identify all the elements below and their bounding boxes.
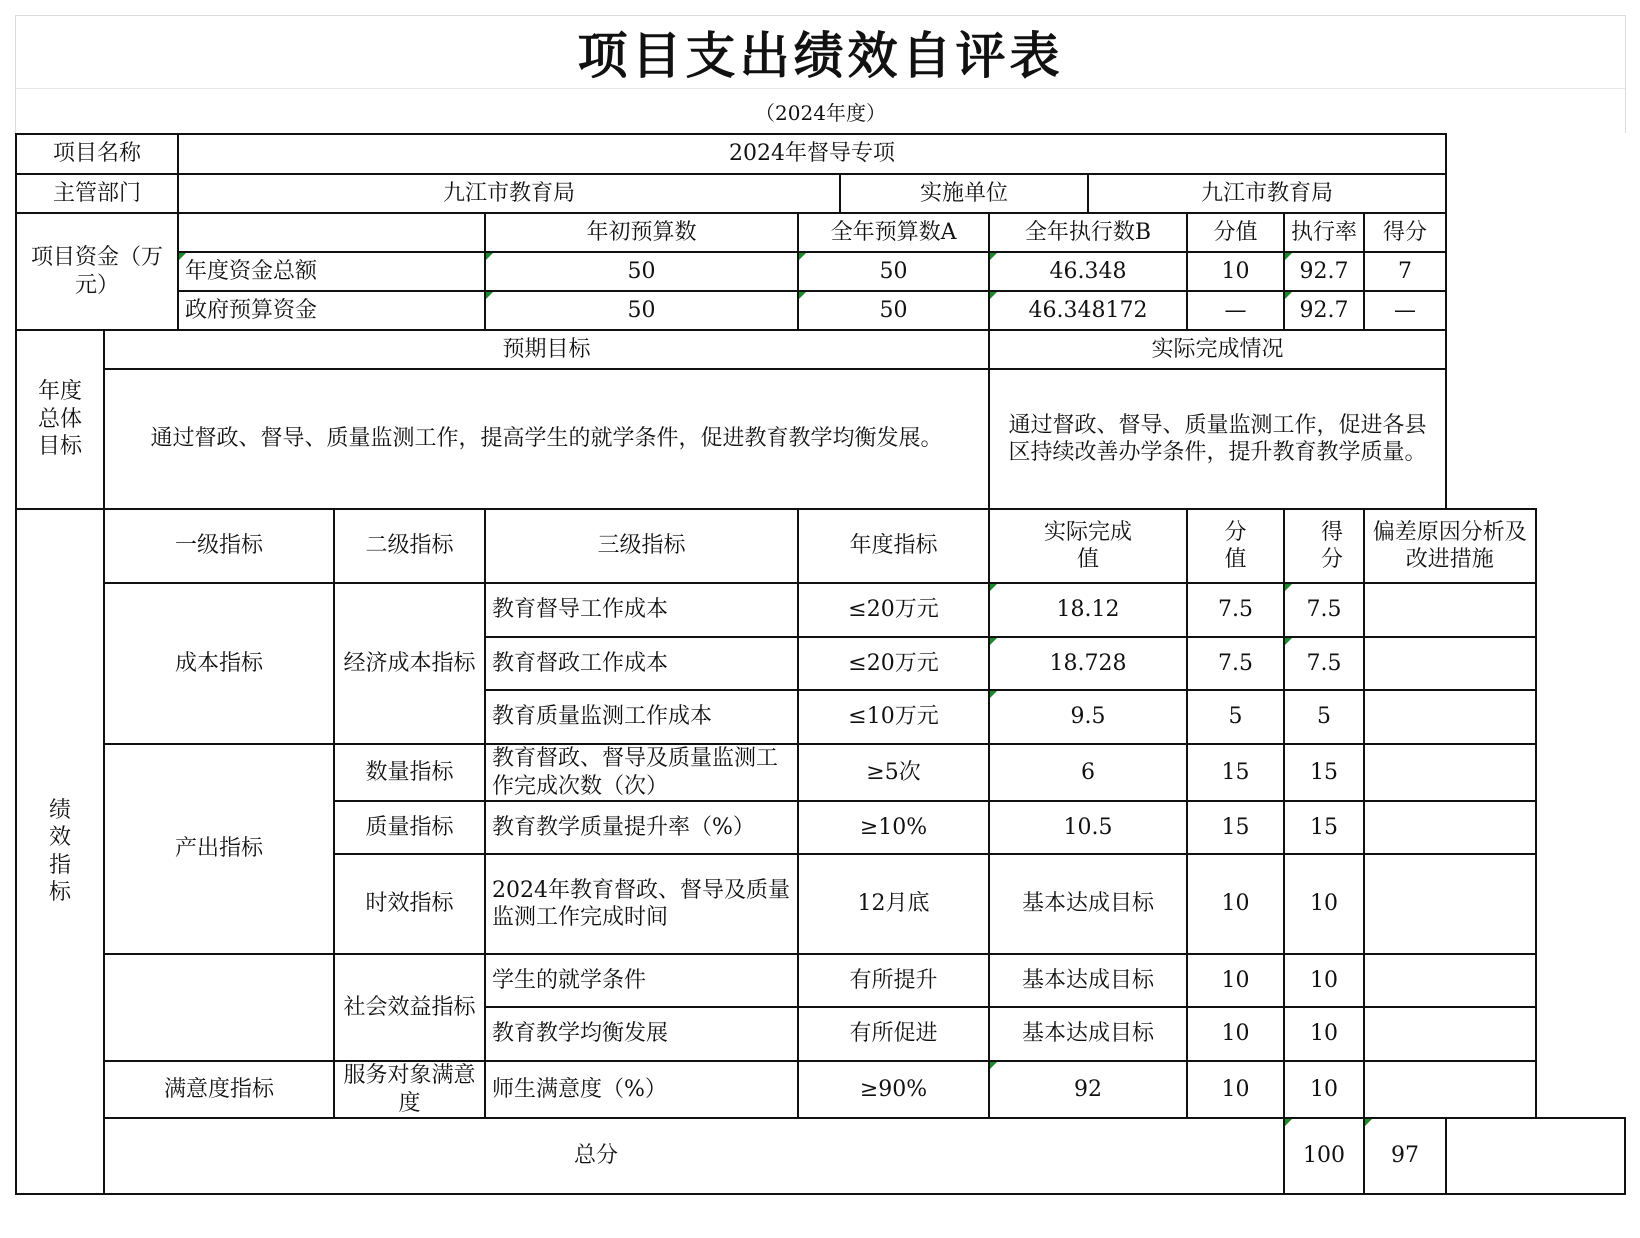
implementer-label: 实施单位 <box>840 174 1088 213</box>
indicator-score-value[interactable]: 7.5 <box>1187 637 1284 690</box>
indicator-deviation[interactable] <box>1364 954 1535 1007</box>
indicator-deviation[interactable] <box>1364 1007 1535 1061</box>
indicator-name: 教育督政、督导及质量监测工作完成次数（次） <box>485 744 798 801</box>
indicator-row <box>16 583 1625 637</box>
funds-gov-executed[interactable]: 46.348172 <box>989 291 1187 330</box>
funds-gov-full[interactable]: 50 <box>798 291 989 330</box>
actual-goal-text[interactable]: 通过督政、督导、质量监测工作，促进各县区持续改善办学条件，提升教育教学质量。 <box>989 369 1446 509</box>
funds-gov-label: 政府预算资金 <box>178 291 485 330</box>
funds-total-full[interactable]: 50 <box>798 252 989 291</box>
indicator-annual: ≤20万元 <box>798 583 989 637</box>
full-budget-header: 全年预算数A <box>798 213 989 252</box>
funds-total-exec-rate[interactable]: 92.7 <box>1284 252 1364 291</box>
funds-gov-row <box>16 291 1625 330</box>
indicator-deviation[interactable] <box>1364 690 1535 744</box>
indicator-score[interactable]: 10 <box>1284 854 1364 954</box>
indicator-annual: 12月底 <box>798 854 989 954</box>
indicator-annual: 有所促进 <box>798 1007 989 1061</box>
indicator-row <box>16 1061 1625 1118</box>
project-name-label: 项目名称 <box>16 134 178 174</box>
indicator-actual[interactable]: 10.5 <box>989 801 1187 854</box>
indicator-deviation[interactable] <box>1364 854 1535 954</box>
timeliness-indicator-label: 时效指标 <box>334 854 485 954</box>
social-benefit-indicator-label: 社会效益指标 <box>334 954 485 1061</box>
title-row <box>15 15 1626 89</box>
funds-gov-score-value[interactable]: — <box>1187 291 1284 330</box>
project-name-row <box>16 134 1625 174</box>
benefit-group-blank <box>104 954 334 1061</box>
funds-header-blank <box>178 213 485 252</box>
total-score[interactable]: 97 <box>1364 1118 1446 1194</box>
actual-goal-header: 实际完成情况 <box>989 330 1446 369</box>
performance-indicator-label: 绩效指标 <box>16 509 104 1194</box>
funds-total-score[interactable]: 7 <box>1364 252 1446 291</box>
indicator-name: 教育质量监测工作成本 <box>485 690 798 744</box>
indicator-name: 师生满意度（%） <box>485 1061 798 1118</box>
funds-header-row <box>16 213 1625 252</box>
indicator-deviation[interactable] <box>1364 801 1535 854</box>
indicator-header-row <box>16 509 1625 583</box>
department-row <box>16 174 1625 213</box>
total-deviation[interactable] <box>1446 1118 1625 1194</box>
indicator-score[interactable]: 10 <box>1284 954 1364 1007</box>
indicator-actual[interactable]: 9.5 <box>989 690 1187 744</box>
quantity-indicator-label: 数量指标 <box>334 744 485 801</box>
output-indicator-label: 产出指标 <box>104 744 334 954</box>
indicator-score-value[interactable]: 10 <box>1187 854 1284 954</box>
indicator-annual: ≤20万元 <box>798 637 989 690</box>
indicator-row <box>16 954 1625 1007</box>
indicator-score-value[interactable]: 10 <box>1187 1007 1284 1061</box>
indicator-name: 教育督导工作成本 <box>485 583 798 637</box>
level3-header: 三级指标 <box>485 509 798 583</box>
department-label: 主管部门 <box>16 174 178 213</box>
indicator-deviation[interactable] <box>1364 637 1535 690</box>
total-score-value[interactable]: 100 <box>1284 1118 1364 1194</box>
year-label: （2024年度） <box>755 100 886 125</box>
annual-goal-label: 年度总体目标 <box>16 330 104 509</box>
executed-header: 全年执行数B <box>989 213 1187 252</box>
indicator-score-header: 得分 <box>1284 509 1364 583</box>
indicator-actual[interactable]: 18.728 <box>989 637 1187 690</box>
indicator-score-value[interactable]: 15 <box>1187 801 1284 854</box>
evaluation-sheet <box>15 15 1626 1195</box>
indicator-annual: ≥10% <box>798 801 989 854</box>
funds-gov-initial[interactable]: 50 <box>485 291 798 330</box>
goals-header-row <box>16 330 1625 369</box>
indicator-score-value[interactable]: 10 <box>1187 954 1284 1007</box>
year-row <box>15 89 1626 133</box>
indicator-score-value[interactable]: 5 <box>1187 690 1284 744</box>
initial-budget-header: 年初预算数 <box>485 213 798 252</box>
actual-value-header: 实际完成值 <box>989 509 1187 583</box>
indicator-actual[interactable]: 6 <box>989 744 1187 801</box>
service-satisfaction-label: 服务对象满意度 <box>334 1061 485 1118</box>
evaluation-table <box>15 133 1626 1195</box>
indicator-name: 教育教学均衡发展 <box>485 1007 798 1061</box>
indicator-annual: 有所提升 <box>798 954 989 1007</box>
indicator-score[interactable]: 7.5 <box>1284 583 1364 637</box>
indicator-deviation[interactable] <box>1364 744 1535 801</box>
funds-gov-score[interactable]: — <box>1364 291 1446 330</box>
department-value[interactable]: 九江市教育局 <box>178 174 840 213</box>
indicator-score[interactable]: 15 <box>1284 801 1364 854</box>
goals-text-row <box>16 369 1625 509</box>
funds-label: 项目资金（万元） <box>16 213 178 330</box>
indicator-annual: ≤10万元 <box>798 690 989 744</box>
indicator-actual[interactable]: 18.12 <box>989 583 1187 637</box>
indicator-actual[interactable]: 基本达成目标 <box>989 954 1187 1007</box>
indicator-deviation[interactable] <box>1364 583 1535 637</box>
exec-rate-header: 执行率 <box>1284 213 1364 252</box>
level2-header: 二级指标 <box>334 509 485 583</box>
total-row <box>16 1118 1625 1194</box>
funds-total-executed[interactable]: 46.348 <box>989 252 1187 291</box>
implementer-value[interactable]: 九江市教育局 <box>1088 174 1446 213</box>
expected-goal-text[interactable]: 通过督政、督导、质量监测工作，提高学生的就学条件，促进教育教学均衡发展。 <box>104 369 989 509</box>
deviation-header: 偏差原因分析及改进措施 <box>1364 509 1535 583</box>
indicator-score[interactable]: 10 <box>1284 1061 1364 1118</box>
quality-indicator-label: 质量指标 <box>334 801 485 854</box>
indicator-annual: ≥5次 <box>798 744 989 801</box>
indicator-score-value[interactable]: 7.5 <box>1187 583 1284 637</box>
satisfaction-indicator-label: 满意度指标 <box>104 1061 334 1118</box>
indicator-score-value[interactable]: 15 <box>1187 744 1284 801</box>
funds-total-initial[interactable]: 50 <box>485 252 798 291</box>
indicator-name: 教育教学质量提升率（%） <box>485 801 798 854</box>
funds-gov-exec-rate[interactable]: 92.7 <box>1284 291 1364 330</box>
level1-header: 一级指标 <box>104 509 334 583</box>
page-title: 项目支出绩效自评表 <box>577 27 1064 85</box>
indicator-score-value-header: 分值 <box>1187 509 1284 583</box>
annual-indicator-header: 年度指标 <box>798 509 989 583</box>
funds-total-label: 年度资金总额 <box>178 252 485 291</box>
score-header: 得分 <box>1364 213 1446 252</box>
econ-cost-indicator-label: 经济成本指标 <box>334 583 485 744</box>
total-label: 总分 <box>104 1118 1284 1194</box>
project-name-value[interactable]: 2024年督导专项 <box>178 134 1446 174</box>
indicator-actual[interactable]: 92 <box>989 1061 1187 1118</box>
indicator-deviation[interactable] <box>1364 1061 1535 1118</box>
score-value-header: 分值 <box>1187 213 1284 252</box>
indicator-score[interactable]: 10 <box>1284 1007 1364 1061</box>
indicator-name: 2024年教育督政、督导及质量监测工作完成时间 <box>485 854 798 954</box>
indicator-actual[interactable]: 基本达成目标 <box>989 854 1187 954</box>
indicator-score[interactable]: 15 <box>1284 744 1364 801</box>
indicator-score[interactable]: 5 <box>1284 690 1364 744</box>
indicator-row <box>16 744 1625 801</box>
cost-indicator-label: 成本指标 <box>104 583 334 744</box>
funds-total-row <box>16 252 1625 291</box>
expected-goal-header: 预期目标 <box>104 330 989 369</box>
indicator-actual[interactable]: 基本达成目标 <box>989 1007 1187 1061</box>
indicator-score[interactable]: 7.5 <box>1284 637 1364 690</box>
indicator-score-value[interactable]: 10 <box>1187 1061 1284 1118</box>
funds-total-score-value[interactable]: 10 <box>1187 252 1284 291</box>
indicator-name: 学生的就学条件 <box>485 954 798 1007</box>
indicator-annual: ≥90% <box>798 1061 989 1118</box>
indicator-name: 教育督政工作成本 <box>485 637 798 690</box>
